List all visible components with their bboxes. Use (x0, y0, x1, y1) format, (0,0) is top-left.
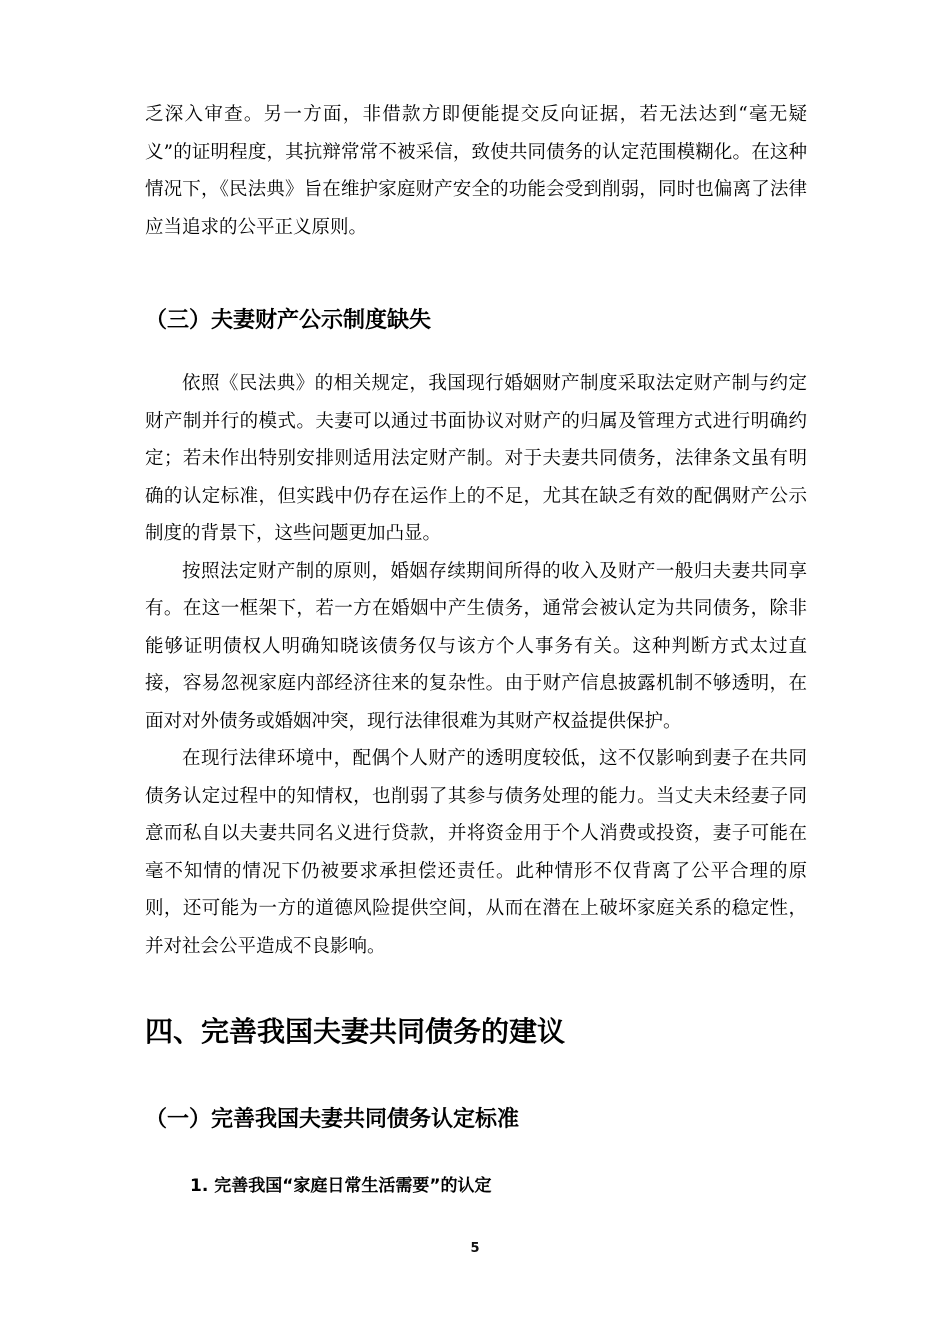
chapter-4-heading-block (145, 1010, 807, 1050)
section-4-1-heading-block (145, 1102, 807, 1133)
body-paragraph: 按照法定财产制的原则，婚姻存续期间所得的收入及财产一般归夫妻共同享有。在这一框架下，若一方在婚姻中产生债务，通常会被认定为共同债务，除非能够证明债权人明确知晓该债务仅与该方个人事务有关。这种判断方式太过直接，容易忽视家庭内部经济往来的复杂性。由于财产信息披露机制不够透明，在面对对外债务或婚姻冲突，现行法律很难为其财产权益提供保护。 (145, 560, 807, 732)
body-paragraph: 依照《民法典》的相关规定，我国现行婚姻财产制度采取法定财产制与约定财产制并行的模式。夫妻可以通过书面协议对财产的归属及管理方式进行明确约定；若未作出特别安排则适用法定财产制。对于夫妻共同债务，法律条文虽有明确的认定标准，但实践中仍存在运作上的不足，尤其在缺乏有效的配偶财产公示制度的背景下，这些问题更加凸显。 (145, 373, 807, 544)
page-number: 5 (470, 1241, 480, 1256)
section-3-heading-block (145, 303, 807, 334)
body-paragraph: 在现行法律环境中，配偶个人财产的透明度较低，这不仅影响到妻子在共同债务认定过程中的知情权，也削弱了其参与债务处理的能力。当丈夫未经妻子同意而私自以夫妻共同名义进行贷款，并将资金用于个人消费或投资，妻子可能在毫不知情的情况下仍被要求承担偿还责任。此种情形不仅背离了公平合理的原则，还可能为一方的道德风险提供空间，从而在潜在上破坏家庭关系的稳定性，并对社会公平造成不良影响。 (145, 748, 807, 957)
subsection-heading: 1. 完善我国“家庭日常生活需要”的认定 (190, 1176, 492, 1196)
carryover-paragraph: 乏深入审查。另一方面，非借款方即便能提交反向证据，若无法达到“毫无疑义”的证明程度，其抗辩常常不被采信，致使共同债务的认定范围模糊化。在这种情况下，《民法典》旨在维护家庭财产安全的功能会受到削弱，同时也偏离了法律应当追求的公平正义原则。 (145, 104, 807, 238)
section-heading: （三）夫妻财产公示制度缺失 (145, 308, 432, 333)
subsection-4-1-1-heading-block (190, 1171, 852, 1196)
chapter-heading: 四、完善我国夫妻共同债务的建议 (145, 1015, 566, 1048)
carryover-paragraph-block (145, 96, 807, 246)
section-heading: （一）完善我国夫妻共同债务认定标准 (145, 1107, 520, 1132)
section-3-body (145, 365, 807, 965)
